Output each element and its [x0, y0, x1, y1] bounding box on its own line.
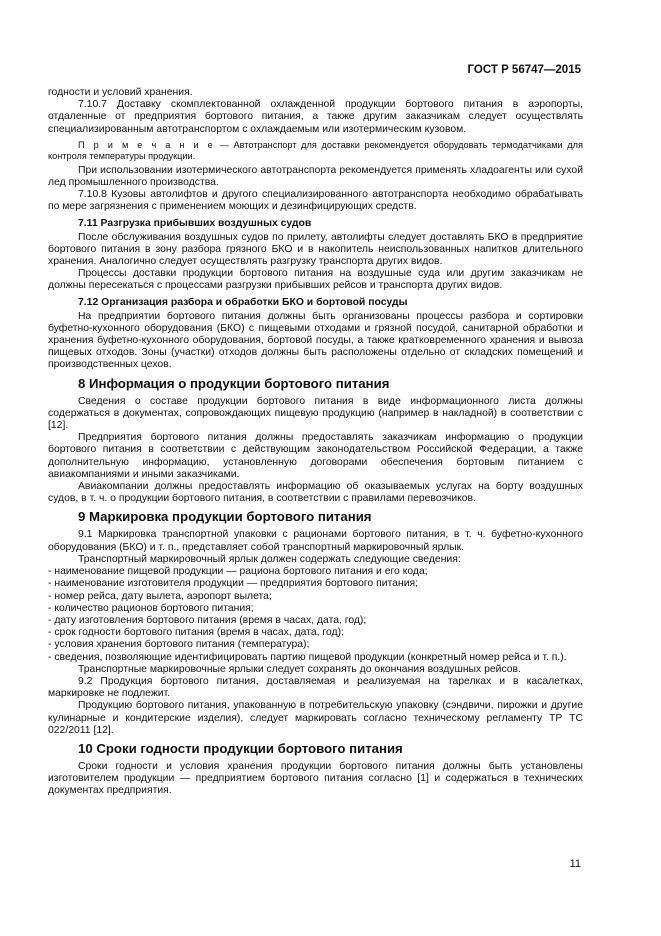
paragraph: 7.10.7 Доставку скомплектованной охлажденной продукции бортового питания в аэропорты, отдаленные от предприятия бортового питания, а также другим заказчикам следует осуществлять специализированным автотранспортом с охлаждаемым или изотермическим кузовом.	[48, 99, 583, 135]
paragraph: Сведения о составе продукции бортового питания в виде информационного листа должны содержаться в документах, сопровождающих пищевую продукцию (например в накладной) в соответствии с [12].	[48, 395, 583, 432]
list-item: - дату изготовления бортового питания (время в часах, дата, год);	[48, 614, 367, 626]
section-heading-10: 10 Сроки годности продукции бортового питания	[78, 740, 403, 756]
paragraph: 7.10.8 Кузовы автолифтов и другого специализированного автотранспорта необходимо обрабатывать по мере загрязнения с применением моющих и дезинфицирующих средств.	[48, 189, 583, 213]
list-item: - срок годности бортового питания (время в часах, дата, год);	[48, 627, 344, 639]
list-item: - номер рейса, дату вылета, аэропорт вылета;	[48, 590, 272, 602]
paragraph: Продукцию бортового питания, упакованную в потребительскую упаковку (сэндвичи, пирожки и другие кулинарные и кондитерские изделия), следует маркировать согласно техническому регламенту ТР ТС 022/2011 [12].	[48, 700, 583, 736]
paragraph: После обслуживания воздушных судов по прилету, автолифты следует доставлять БКО в предприятие бортового питания в зону разбора грязного БКО и в накопитель неиспользованных напитков длительного хранения. Аналогично следует осуществлять разгрузку транспорта других видов.	[48, 231, 583, 268]
section-heading-9: 9 Маркировка продукции бортового питания	[78, 509, 372, 525]
list-item: - наименование изготовителя продукции — предприятия бортового питания;	[48, 578, 419, 590]
paragraph: Транспортные маркировочные ярлыки следует сохранять до окончания воздушных рейсов.	[78, 663, 521, 675]
standard-code-header: ГОСТ Р 56747—2015	[467, 64, 581, 76]
note-text: — Автотранспорт для доставки рекомендуется оборудовать термодатчиками для контроля температуры продукции.	[48, 139, 583, 161]
paragraph: При использовании изотермического автотранспорта рекомендуется применять хладоагенты или сухой лед промышленного производства.	[48, 164, 583, 189]
paragraph: годности и условий хранения.	[48, 87, 193, 98]
list-item: - сведения, позволяющие идентифицировать партию пищевой продукции (конкретный номер рейса и т. п.).	[48, 651, 567, 663]
list-item: - количество рационов бортового питания;	[48, 602, 254, 614]
section-heading-8: 8 Информация о продукции бортового питания	[78, 375, 390, 391]
note	[48, 140, 583, 162]
paragraph: Транспортный маркировочный ярлык должен содержать следующие сведения:	[78, 553, 461, 565]
list-item: - условия хранения бортового питания (температура);	[48, 639, 310, 651]
paragraph: 9.2 Продукция бортового питания, доставляемая и реализуемая на тарелках и в касалетках, маркировке не подлежит.	[48, 675, 583, 700]
section-heading-7-12: 7.12 Организация разбора и обработки БКО и бортовой посуды	[78, 296, 408, 308]
paragraph: Авиакомпании должны предоставлять информацию об оказываемых услугах на борту воздушных судов, в т. ч. о продукции бортового питания, в соответствии с правилами перевозчиков.	[48, 481, 583, 505]
list-item: - наименование пищевой продукции — рациона бортового питания и его кода;	[48, 566, 428, 578]
paragraph: На предприятии бортового питания должны быть организованы процессы разбора и сортировки буфетно-кухонного оборудования (БКО) с пищевыми отходами и грязной посудой, санитарной обработки и хранения буфетно-кухонного оборудования, бортовой посуды, а также кратковременного хранения и вывоза пищевых отходов. Зоны (участки) отходов должны быть расположены отдельно от складских помещений и производственных цехов.	[48, 310, 583, 371]
page-number: 11	[569, 858, 581, 870]
paragraph: 9.1 Маркировка транспортной упаковки с рационами бортового питания, в т. ч. буфетно-кухонного оборудования (БКО) и т. п., представляет собой транспортный маркировочный ярлык.	[48, 529, 583, 553]
paragraph: Процессы доставки продукции бортового питания на воздушные суда или другим заказчикам не должны пересекаться с процессами разгрузки прибывших рейсов и транспорта других видов.	[48, 268, 583, 292]
document-body	[48, 87, 583, 798]
section-heading-7-11: 7.11 Разгрузка прибывших воздушных судов	[78, 217, 312, 229]
paragraph: Сроки годности и условия хранения продукции бортового питания должны быть установлены изготовителем продукции — предприятием бортового питания согласно [1] и содержаться в технических документах предприятия.	[48, 760, 583, 797]
note-label: П р и м е ч а н и е	[78, 139, 215, 150]
paragraph: Предприятия бортового питания должны предоставлять заказчикам информацию о продукции бортового питания в соответствии с действующим законодательством Российской Федерации, а также дополнительную информацию, установленную договорами обеспечения бортовым питанием с авиакомпаниями и иными заказчиками.	[48, 432, 583, 480]
